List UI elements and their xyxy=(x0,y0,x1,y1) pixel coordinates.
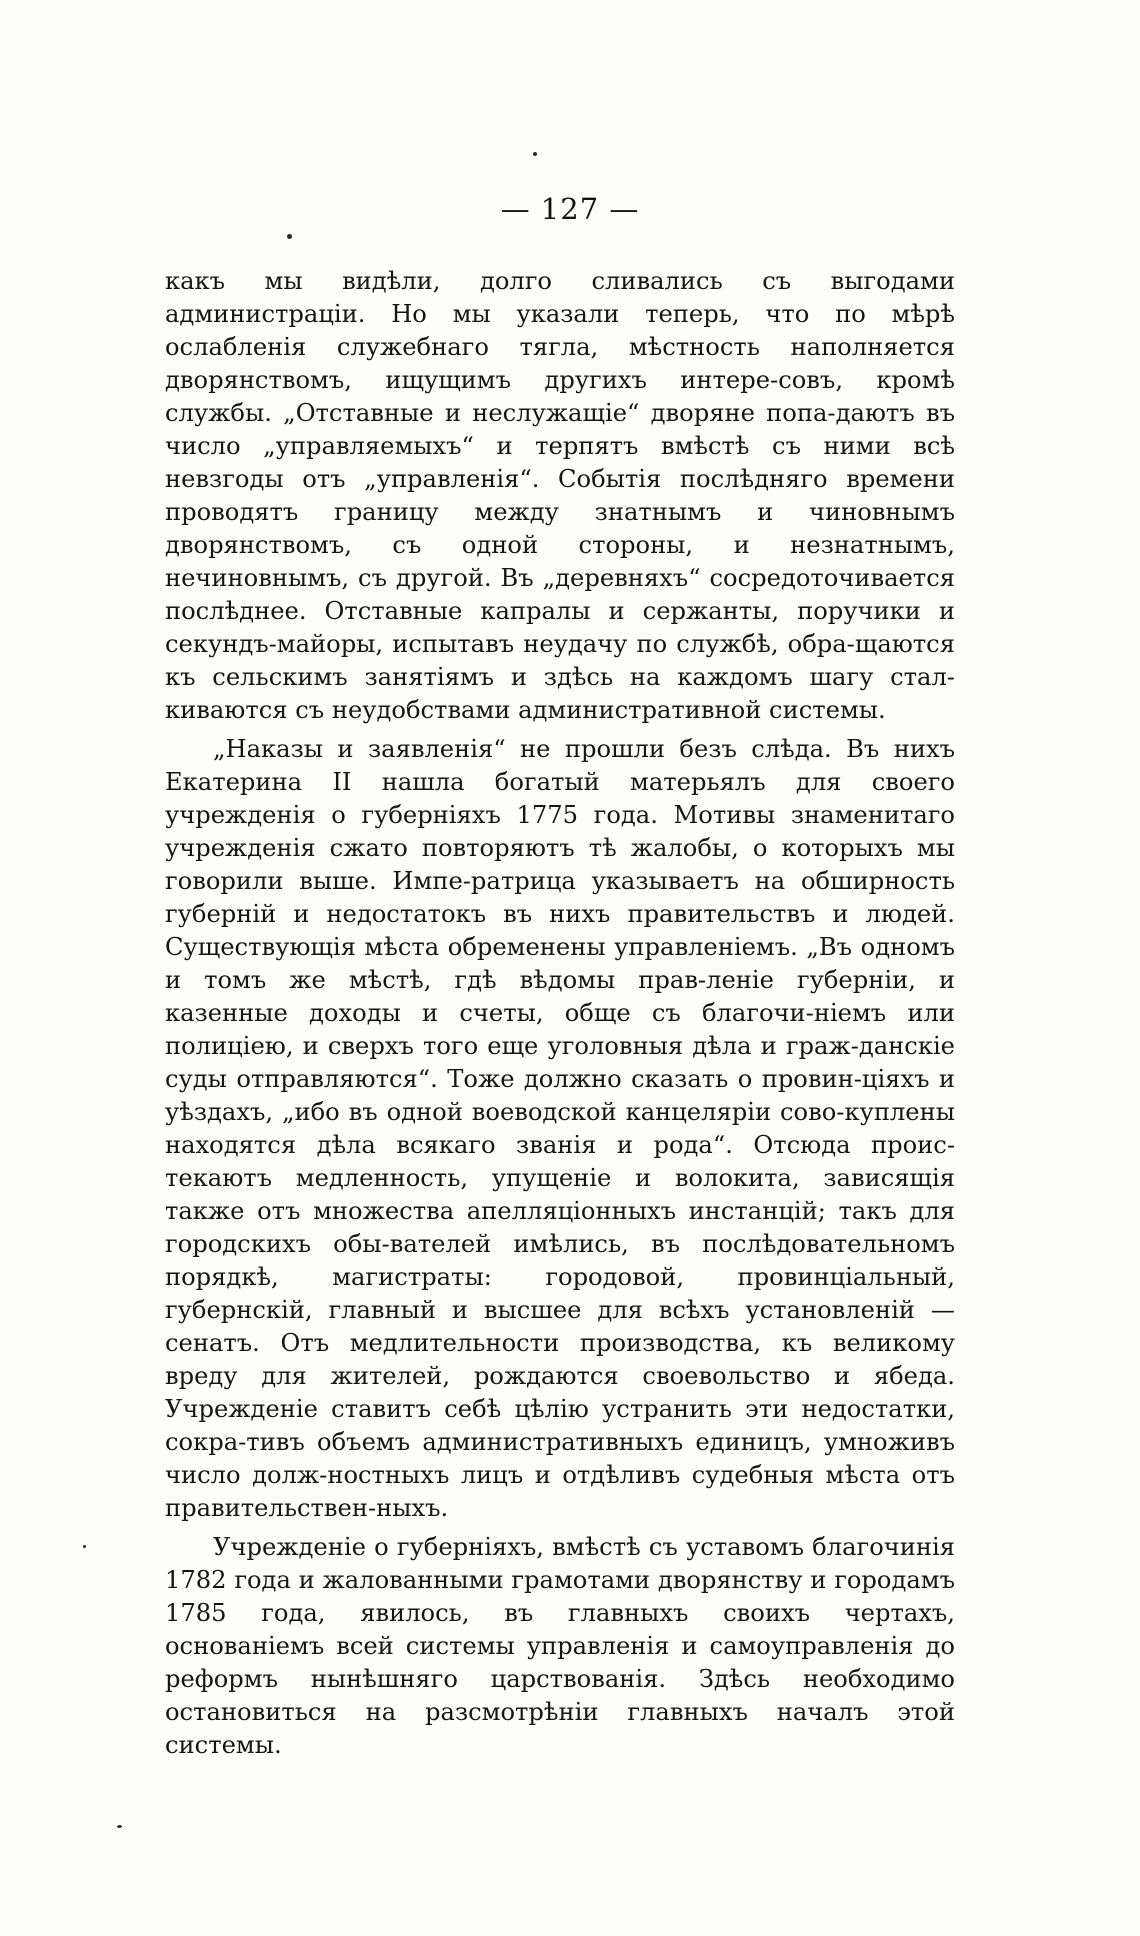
paragraph-2: „Наказы и заявленія“ не прошли безъ слѣда. Въ нихъ Екатерина II нашла богатый матерьялъ для своего учрежденія о губерніяхъ 1775 года. Мотивы знаменитаго учрежденія сжато повторяютъ тѣ жалобы, о которыхъ мы говорили выше. Импе-ратрица указываетъ на обширность губерній и недостатокъ въ нихъ правительствъ и людей. Существующія мѣста обременены управленіемъ. „Въ одномъ и томъ же мѣстѣ, гдѣ вѣдомы прав-леніе губерніи, и казенные доходы и счеты, обще съ благочи-ніемъ или полиціею, и сверхъ того еще уголовныя дѣла и граж-данскіе суды отправляются“. Тоже должно сказать о провин-ціяхъ и уѣздахъ, „ибо въ одной воеводской канцеляріи сово-куплены находятся дѣла всякаго званія и рода“. Отсюда проис-текаютъ медленность, упущеніе и волокита, зависящія также отъ множества апелляціонныхъ инстанцій; такъ для городскихъ обы-вателей имѣлись, въ послѣдовательномъ порядкѣ, магистраты: городовой, провинціальный, губернскій, главный и высшее для всѣхъ установленій — сенатъ. Отъ медлительности производства, къ великому вреду для жителей, рождаются своевольство и ябеда. Учрежденіе ставитъ себѣ цѣлію устранить эти недостатки, сокра-тивъ объемъ административныхъ единицъ, умноживъ число долж-ностныхъ лицъ и отдѣливъ судебныя мѣста отъ правительствен-ныхъ. xyxy=(165,735,955,1522)
print-speck xyxy=(287,234,292,239)
paragraph-3: Учрежденіе о губерніяхъ, вмѣстѣ съ уставомъ благочинія 1782 года и жалованными грамотами дворянству и городамъ 1785 года, явилось, въ главныхъ своихъ чертахъ, основаніемъ всей системы управленія и самоуправленія до реформъ нынѣшняго царствованія. Здѣсь необходимо остановиться на разсмотрѣніи главныхъ началъ этой системы. xyxy=(165,1533,955,1759)
print-speck xyxy=(83,1545,86,1548)
body-text xyxy=(165,265,955,1768)
paragraph-1: какъ мы видѣли, долго сливались съ выгодами администраціи. Но мы указали теперь, что по мѣрѣ ослабленія служебнаго тягла, мѣстность наполняется дворянствомъ, ищущимъ другихъ интере-совъ, кромѣ службы. „Отставные и неслужащіе“ дворяне попа-даютъ въ число „управляемыхъ“ и терпятъ вмѣстѣ съ ними всѣ невзгоды отъ „управленія“. Событія послѣдняго времени проводятъ границу между знатнымъ и чиновнымъ дворянствомъ, съ одной стороны, и незнатнымъ, нечиновнымъ, съ другой. Въ „деревняхъ“ сосредоточивается послѣднее. Отставные капралы и сержанты, поручики и секундъ-майоры, испытавъ неудачу по службѣ, обра-щаются къ сельскимъ занятіямъ и здѣсь на каждомъ шагу стал-киваются съ неудобствами административной системы. xyxy=(165,267,955,724)
print-speck xyxy=(117,1825,122,1828)
page-number: — 127 — xyxy=(500,192,640,226)
print-speck xyxy=(533,152,537,156)
